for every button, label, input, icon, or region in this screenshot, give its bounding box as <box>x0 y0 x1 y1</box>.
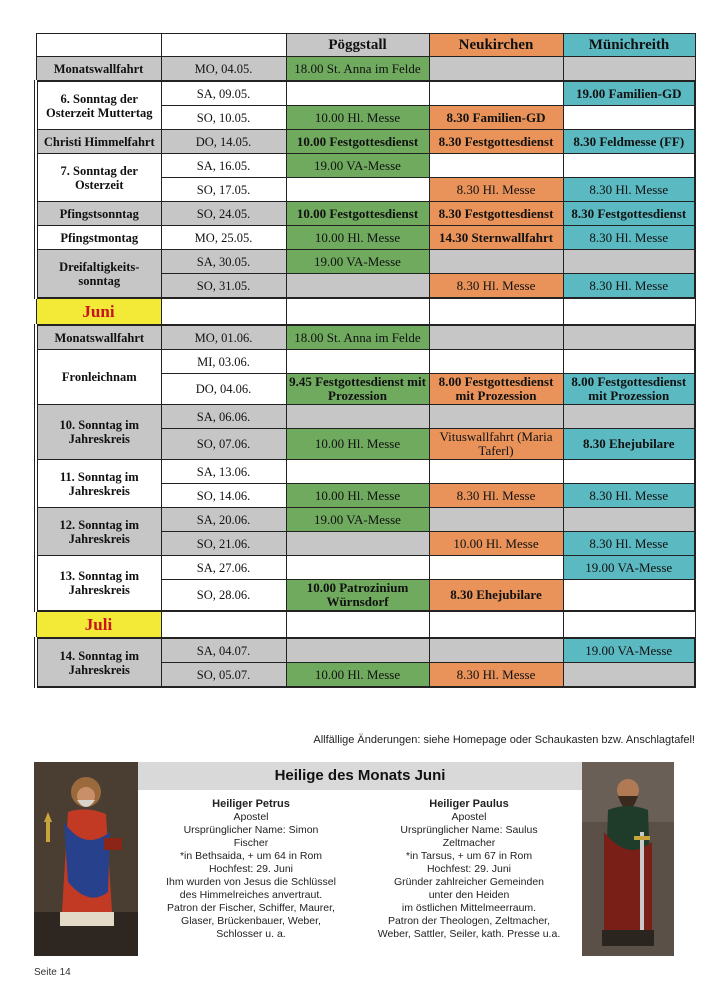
table-row <box>36 154 695 178</box>
muenichreith-cell: 8.30 Ehejubilare <box>563 429 695 460</box>
table-row <box>36 405 695 429</box>
saints-title: Heilige des Monats Juni <box>138 762 582 790</box>
occasion-cell: 13. Sonntag im Jahreskreis <box>36 556 161 612</box>
poeggstall-cell: 19.00 VA-Messe <box>286 154 429 178</box>
empty-cell <box>563 298 695 325</box>
date-cell: SA, 20.06. <box>161 508 286 532</box>
poeggstall-cell: 18.00 St. Anna im Felde <box>286 325 429 350</box>
empty-cell <box>286 611 429 638</box>
muenichreith-cell <box>563 325 695 350</box>
neukirchen-cell <box>429 556 563 580</box>
occasion-cell: 10. Sonntag im Jahreskreis <box>36 405 161 460</box>
occasion-cell: 14. Sonntag im Jahreskreis <box>36 638 161 687</box>
neukirchen-cell: 8.30 Familien-GD <box>429 106 563 130</box>
neukirchen-cell <box>429 638 563 663</box>
date-cell: SO, 28.06. <box>161 580 286 612</box>
poeggstall-cell: 10.00 Hl. Messe <box>286 106 429 130</box>
muenichreith-cell: 19.00 VA-Messe <box>563 556 695 580</box>
muenichreith-cell <box>563 460 695 484</box>
paulus-line: *in Tarsus, + um 67 in Rom <box>405 850 533 862</box>
neukirchen-cell: 8.30 Hl. Messe <box>429 663 563 688</box>
poeggstall-cell: 10.00 Festgottesdienst <box>286 130 429 154</box>
occasion-cell: Monatswallfahrt <box>36 325 161 350</box>
neukirchen-cell: 14.30 Sternwallfahrt <box>429 226 563 250</box>
poeggstall-cell: 10.00 Hl. Messe <box>286 226 429 250</box>
header-blank-2 <box>161 34 286 57</box>
table-row <box>36 350 695 374</box>
table-header-row <box>36 34 695 57</box>
poeggstall-cell <box>286 532 429 556</box>
neukirchen-cell: 8.30 Festgottesdienst <box>429 130 563 154</box>
month-row-juni <box>36 298 695 325</box>
petrus-line: *in Bethsaida, + um 64 in Rom <box>179 850 323 862</box>
group-may <box>36 81 695 298</box>
table-row <box>36 81 695 106</box>
poeggstall-cell: 10.00 Patrozinium Würnsdorf <box>286 580 429 612</box>
poeggstall-cell <box>286 405 429 429</box>
date-cell: SO, 31.05. <box>161 274 286 299</box>
paulus-line: Patron der Theologen, Zeltmacher, <box>387 915 551 927</box>
poeggstall-cell: 9.45 Festgottesdienst mit Prozession <box>286 374 429 405</box>
poeggstall-cell <box>286 638 429 663</box>
neukirchen-cell <box>429 325 563 350</box>
mass-schedule-table <box>34 33 696 688</box>
poeggstall-cell: 10.00 Hl. Messe <box>286 429 429 460</box>
muenichreith-cell <box>563 154 695 178</box>
occasion-cell: Christi Himmelfahrt <box>36 130 161 154</box>
muenichreith-cell: 8.30 Hl. Messe <box>563 274 695 299</box>
group-july <box>36 638 695 687</box>
empty-cell <box>563 611 695 638</box>
paulus-line: Weber, Sattler, Seiler, kath. Presse u.a. <box>377 928 561 940</box>
paulus-column <box>358 798 580 941</box>
table-row <box>36 57 695 82</box>
petrus-line: Schlosser u. a. <box>216 928 286 940</box>
neukirchen-cell <box>429 57 563 82</box>
muenichreith-cell <box>563 106 695 130</box>
date-cell: SO, 21.06. <box>161 532 286 556</box>
poeggstall-cell: 10.00 Hl. Messe <box>286 484 429 508</box>
table-row <box>36 130 695 154</box>
occasion-cell: 11. Sonntag im Jahreskreis <box>36 460 161 508</box>
occasion-cell: 12. Sonntag im Jahreskreis <box>36 508 161 556</box>
paulus-line: Apostel <box>451 811 487 823</box>
empty-cell <box>429 611 563 638</box>
occasion-cell: 6. Sonntag der Osterzeit Muttertag <box>36 81 161 130</box>
neukirchen-cell: 8.30 Hl. Messe <box>429 484 563 508</box>
muenichreith-cell <box>563 580 695 612</box>
muenichreith-cell: 19.00 Familien-GD <box>563 81 695 106</box>
neukirchen-cell: 8.30 Hl. Messe <box>429 178 563 202</box>
date-cell: SA, 27.06. <box>161 556 286 580</box>
muenichreith-cell <box>563 508 695 532</box>
petrus-line: des Himmelreiches anvertraut. <box>179 889 323 901</box>
table-row <box>36 556 695 580</box>
poeggstall-cell <box>286 350 429 374</box>
paulus-line: Zeltmacher <box>442 837 496 849</box>
date-cell: SA, 13.06. <box>161 460 286 484</box>
muenichreith-cell: 8.30 Hl. Messe <box>563 178 695 202</box>
neukirchen-cell: 8.30 Festgottesdienst <box>429 202 563 226</box>
muenichreith-cell <box>563 57 695 82</box>
neukirchen-cell <box>429 508 563 532</box>
muenichreith-cell <box>563 663 695 688</box>
date-cell: SA, 09.05. <box>161 81 286 106</box>
petrus-line: Ihm wurden von Jesus die Schlüssel <box>166 876 336 888</box>
date-cell: SO, 14.06. <box>161 484 286 508</box>
muenichreith-cell: 8.30 Hl. Messe <box>563 226 695 250</box>
paulus-line: im östlichen Mittelmeerraum. <box>401 902 537 914</box>
petrus-line: Apostel <box>233 811 269 823</box>
neukirchen-cell <box>429 350 563 374</box>
muenichreith-cell: 19.00 VA-Messe <box>563 638 695 663</box>
muenichreith-cell <box>563 350 695 374</box>
poeggstall-cell: 19.00 VA-Messe <box>286 250 429 274</box>
neukirchen-cell <box>429 460 563 484</box>
poeggstall-cell: 19.00 VA-Messe <box>286 508 429 532</box>
muenichreith-cell: 8.30 Feldmesse (FF) <box>563 130 695 154</box>
petrus-line: Fischer <box>233 837 269 849</box>
paulus-statue-image <box>582 762 674 956</box>
saints-section <box>34 762 674 956</box>
neukirchen-cell <box>429 154 563 178</box>
petrus-line: Patron der Fischer, Schiffer, Maurer, <box>167 902 335 914</box>
date-cell: MI, 03.06. <box>161 350 286 374</box>
petrus-line: Hochfest: 29. Juni <box>208 863 294 875</box>
date-cell: MO, 04.05. <box>161 57 286 82</box>
month-label-juli: Juli <box>36 611 161 638</box>
date-cell: DO, 04.06. <box>161 374 286 405</box>
muenichreith-cell: 8.30 Hl. Messe <box>563 532 695 556</box>
date-cell: DO, 14.05. <box>161 130 286 154</box>
date-cell: SA, 16.05. <box>161 154 286 178</box>
muenichreith-cell: 8.30 Festgottesdienst <box>563 202 695 226</box>
neukirchen-cell: Vituswallfahrt (Maria Taferl) <box>429 429 563 460</box>
paulus-line: Ursprünglicher Name: Saulus <box>400 824 538 836</box>
neukirchen-cell <box>429 250 563 274</box>
poeggstall-cell <box>286 460 429 484</box>
table-row <box>36 460 695 484</box>
table-row <box>36 250 695 274</box>
month-row-juli <box>36 611 695 638</box>
date-cell: SA, 30.05. <box>161 250 286 274</box>
poeggstall-cell <box>286 274 429 299</box>
occasion-cell: 7. Sonntag der Osterzeit <box>36 154 161 202</box>
table-row <box>36 202 695 226</box>
empty-cell <box>161 298 286 325</box>
table-row <box>36 325 695 350</box>
petrus-line: Ursprünglicher Name: Simon <box>183 824 319 836</box>
date-cell: MO, 25.05. <box>161 226 286 250</box>
empty-cell <box>161 611 286 638</box>
date-cell: SO, 24.05. <box>161 202 286 226</box>
month-label-juni: Juni <box>36 298 161 325</box>
table-row <box>36 638 695 663</box>
neukirchen-cell: 8.30 Hl. Messe <box>429 274 563 299</box>
table-row <box>36 508 695 532</box>
empty-cell <box>286 298 429 325</box>
date-cell: SO, 07.06. <box>161 429 286 460</box>
occasion-cell: Dreifaltigkeits-sonntag <box>36 250 161 299</box>
empty-cell <box>429 298 563 325</box>
muenichreith-cell: 8.00 Festgottesdienst mit Prozession <box>563 374 695 405</box>
petrus-column <box>140 798 362 941</box>
paulus-line: Hochfest: 29. Juni <box>426 863 512 875</box>
table-row <box>36 226 695 250</box>
paulus-line: Gründer zahlreicher Gemeinden <box>394 876 544 888</box>
neukirchen-cell <box>429 81 563 106</box>
neukirchen-cell: 10.00 Hl. Messe <box>429 532 563 556</box>
page-number: Seite 14 <box>34 967 71 978</box>
paulus-line: unter den Heiden <box>428 889 510 901</box>
poeggstall-cell <box>286 556 429 580</box>
petrus-name: Heiliger Petrus <box>212 798 290 810</box>
poeggstall-cell: 10.00 Hl. Messe <box>286 663 429 688</box>
date-cell: SA, 04.07. <box>161 638 286 663</box>
group-june <box>36 325 695 611</box>
date-cell: SO, 10.05. <box>161 106 286 130</box>
occasion-cell: Pfingstsonntag <box>36 202 161 226</box>
header-poeggstall: Pöggstall <box>286 34 429 57</box>
date-cell: MO, 01.06. <box>161 325 286 350</box>
petrus-line: Glaser, Brückenbauer, Weber, <box>181 915 321 927</box>
neukirchen-cell: 8.00 Festgottesdienst mit Prozession <box>429 374 563 405</box>
occasion-cell: Fronleichnam <box>36 350 161 405</box>
muenichreith-cell: 8.30 Hl. Messe <box>563 484 695 508</box>
date-cell: SA, 06.06. <box>161 405 286 429</box>
poeggstall-cell: 10.00 Festgottesdienst <box>286 202 429 226</box>
petrus-statue-image <box>34 762 138 956</box>
occasion-cell: Monatswallfahrt <box>36 57 161 82</box>
muenichreith-cell <box>563 405 695 429</box>
header-neukirchen: Neukirchen <box>429 34 563 57</box>
date-cell: SO, 05.07. <box>161 663 286 688</box>
paulus-name: Heiliger Paulus <box>429 798 509 810</box>
neukirchen-cell <box>429 405 563 429</box>
changes-note: Allfällige Änderungen: siehe Homepage oder Schaukasten bzw. Anschlagtafel! <box>313 734 695 746</box>
header-blank-1 <box>36 34 161 57</box>
occasion-cell: Pfingstmontag <box>36 226 161 250</box>
date-cell: SO, 17.05. <box>161 178 286 202</box>
muenichreith-cell <box>563 250 695 274</box>
poeggstall-cell <box>286 81 429 106</box>
poeggstall-cell <box>286 178 429 202</box>
header-muenichreith: Münichreith <box>563 34 695 57</box>
neukirchen-cell: 8.30 Ehejubilare <box>429 580 563 612</box>
poeggstall-cell: 18.00 St. Anna im Felde <box>286 57 429 82</box>
